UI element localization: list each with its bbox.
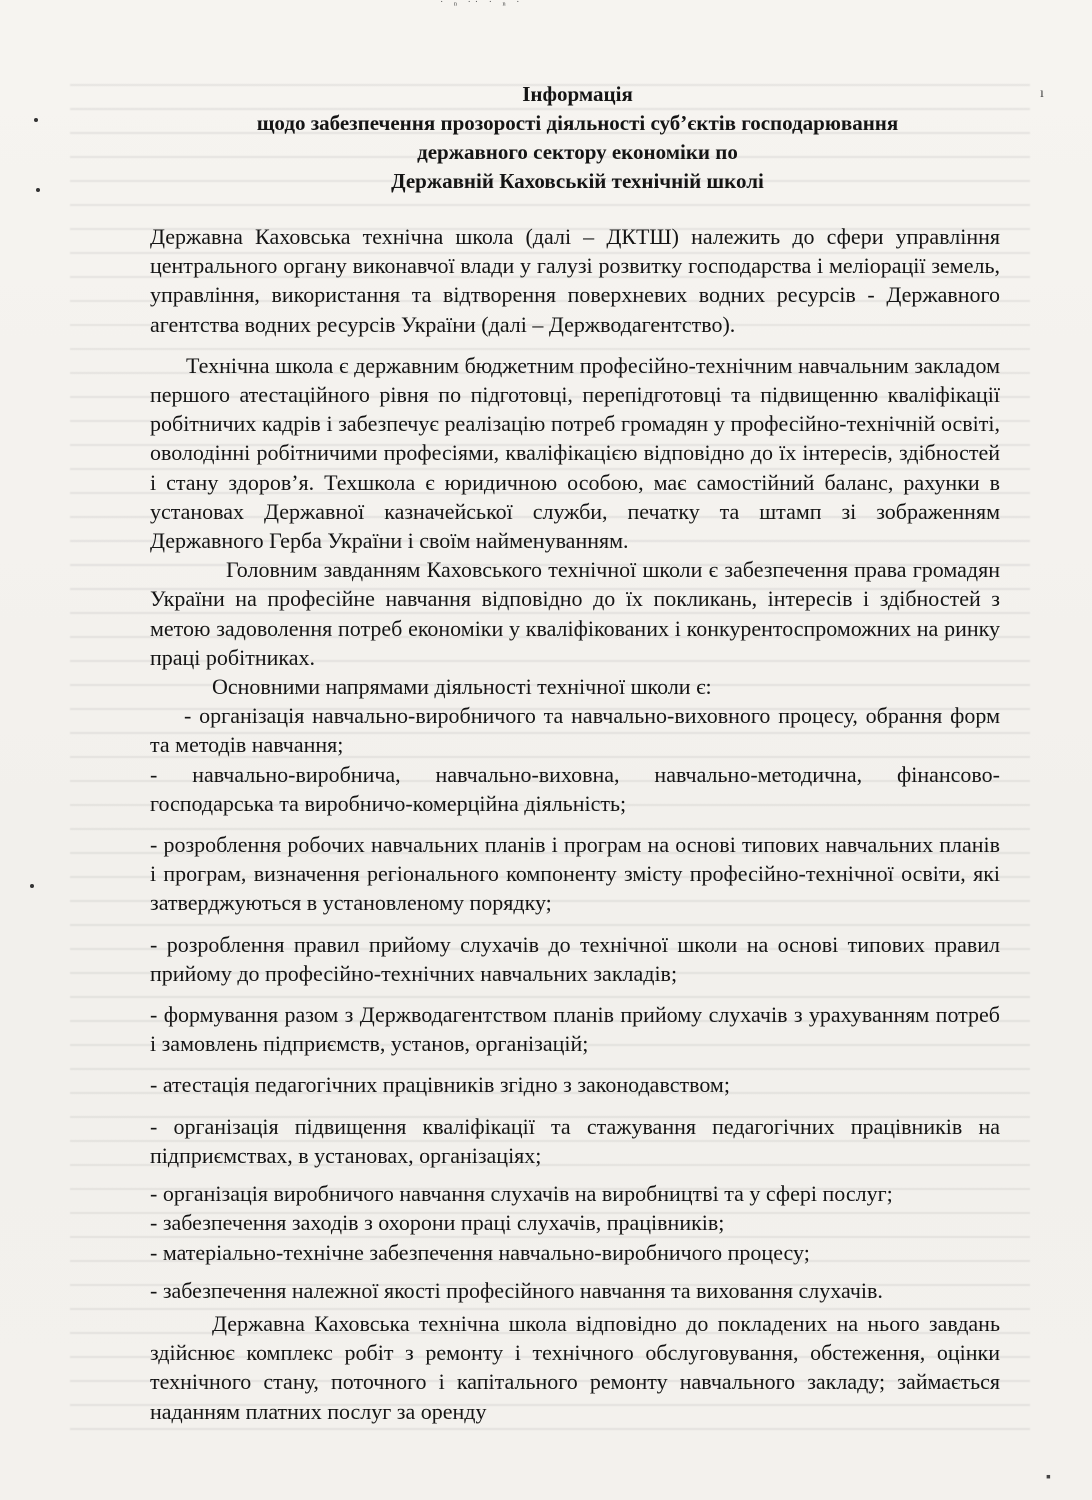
- top-edge-marks: ˙ ⁿ ˙˙ ˙ ⁿ ˙: [440, 0, 524, 11]
- list-item: - розроблення правил прийому слухачів до технічної школи на основі типових правил прийому до професійно-технічних навчальних закладів;: [150, 931, 1000, 986]
- list-item: - розроблення робочих навчальних планів і програм на основі типових навчальних планів і програм, визначення регіонального компоненту змісту професійно-технічної освіти, які затверджуються в установленому порядку;: [150, 832, 1000, 916]
- list-item: - навчально-виробнича, навчально-виховна, навчально-методична, фінансово-господарська та виробничо-комерційна діяльність;: [150, 761, 1000, 816]
- list-item: - організація підвищення кваліфікації та стажування педагогічних працівників на підприємствах, в установах, організаціях;: [150, 1113, 1000, 1168]
- margin-mark: ▪: [1046, 1470, 1051, 1485]
- document-title: [150, 80, 1005, 196]
- title-line-4: Державній Каховській технічній школі: [391, 169, 764, 193]
- paragraph-main-task: Головним завданням Каховського технічної школи є забезпечення права громадян України на професійне навчання відповідно до їх покликань, інтересів і здібностей з метою задоволення потреб економіки у кваліфікованих і конкурентоспроможних на ринку праці робітниках.: [150, 557, 1000, 670]
- scan-speck: [34, 118, 38, 122]
- paragraph-works: Державна Каховська технічна школа відповідно до покладених на нього завдань здійснює комплекс робіт з ремонту і технічного обслуговування, обстеження, оцінки технічного стану, поточного і капітального ремонту навчального закладу; займається наданням платних послуг за оренду: [150, 1310, 1000, 1424]
- scan-speck: [30, 884, 34, 888]
- title-line-2: щодо забезпечення прозорості діяльності суб’єктів господарювання: [256, 111, 899, 135]
- list-item: - організація навчально-виробничого та навчально-виховного процесу, обрання форм та методів навчання;: [150, 703, 1000, 758]
- list-item: - формування разом з Держводагентством планів прийому слухачів з урахуванням потреб і замовлень підприємств, установ, організацій;: [150, 1002, 1000, 1057]
- paragraph-directions-lead: Основними напрямами діяльності технічної школи є:: [212, 674, 712, 700]
- list-item: - організація виробничого навчання слухачів на виробництві та у сфері послуг;: [150, 1181, 893, 1207]
- paragraph-intro: Державна Каховська технічна школа (далі – ДКТШ) належить до сфери управління центрального органу виконавчої влади у галузі розвитку господарства і меліорації земель, управління, використання та відтворення поверхневих водних ресурсів - Державного агентства водних ресурсів України (далі – Держводагентство).: [150, 224, 1000, 337]
- scan-speck: [36, 188, 40, 192]
- title-line-1: Інформація: [522, 82, 633, 106]
- list-item: - матеріально-технічне забезпечення навчально-виробничого процесу;: [150, 1239, 810, 1265]
- list-item: - забезпечення належної якості професійного навчання та виховання слухачів.: [150, 1277, 883, 1303]
- document-body: [150, 222, 1000, 1426]
- paragraph-status: Технічна школа є державним бюджетним професійно-технічним навчальним закладом першого атестаційного рівня по підготовці, перепідготовці та підвищенню кваліфікації робітничих кадрів і забезпечує реалізацію потреб громадян у професійно-технічній освіті, оволодінні робітничими професіями, кваліфікацією відповідно до їх інтересів, здібностей і стану здоров’я. Техшкола є юридичною особою, має самостійний баланс, рахунки в установах Державної казначейської служби, печатку та штамп зі зображенням Державного Герба України і своїм найменуванням.: [150, 352, 1000, 554]
- title-line-3: державного сектору економіки по: [417, 140, 738, 164]
- list-item: - атестація педагогічних працівників згідно з законодавством;: [150, 1072, 730, 1098]
- margin-mark: ı: [1040, 86, 1044, 101]
- list-item: - забезпечення заходів з охорони праці слухачів, працівників;: [150, 1210, 725, 1236]
